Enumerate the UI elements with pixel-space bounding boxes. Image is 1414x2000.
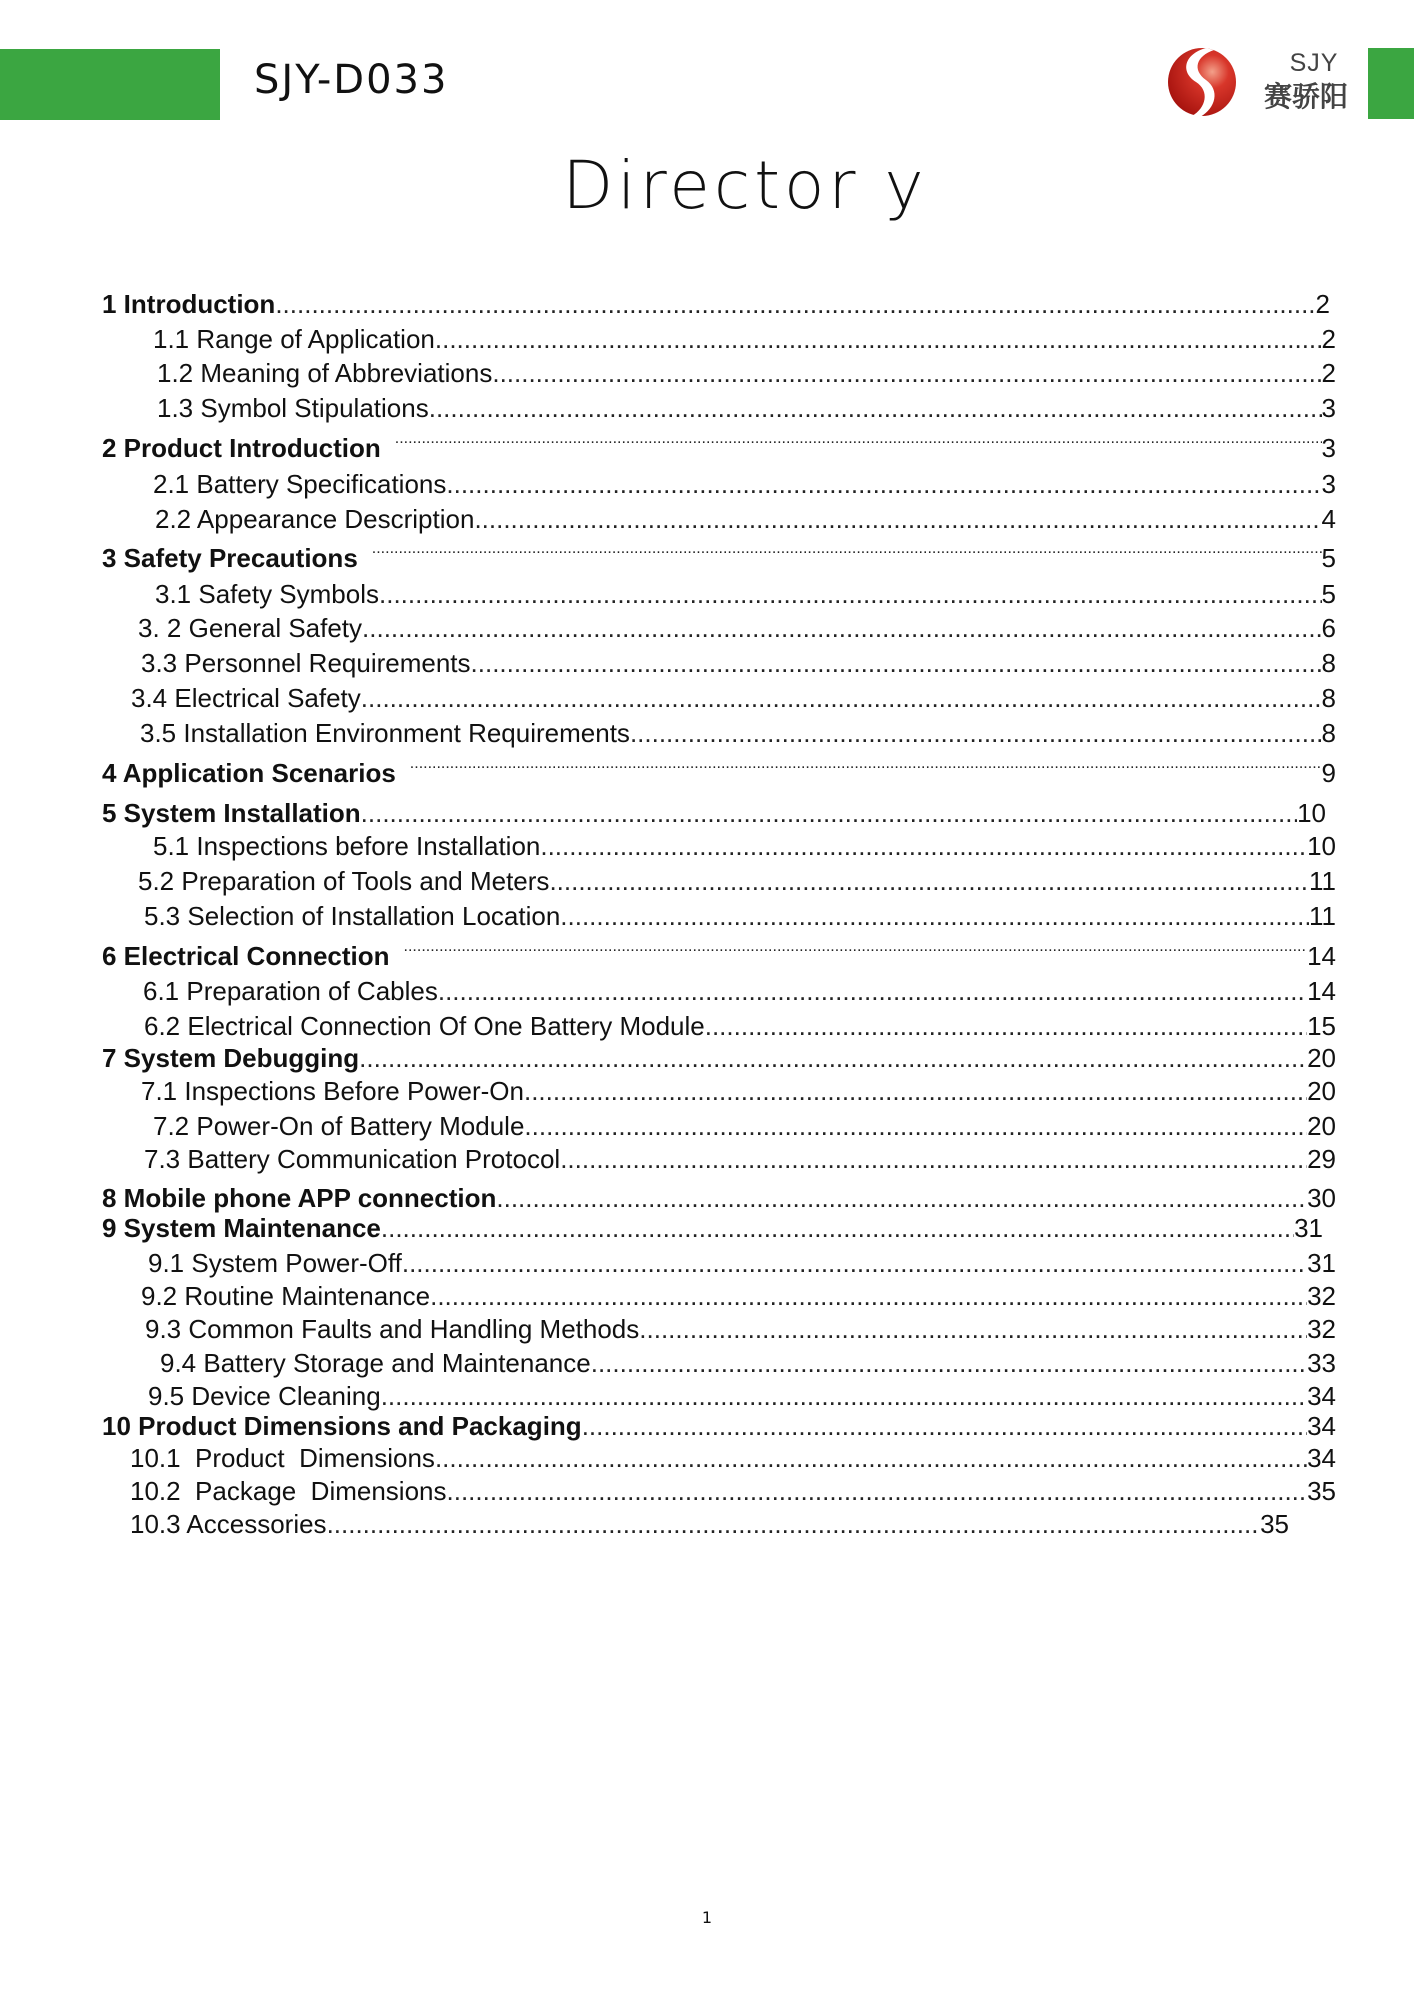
toc-dot-leader [630, 718, 1322, 748]
toc-page-number: 5 [1321, 579, 1336, 609]
toc-entry-title: 7.2 Power-On of Battery Module [153, 1111, 525, 1141]
toc-dot-leader [524, 1076, 1307, 1106]
toc-entry-title: 3.3 Personnel Requirements [141, 648, 471, 678]
toc-entry-title: 9.3 Common Faults and Handling Methods [145, 1314, 640, 1344]
toc-entry-title: 7.3 Battery Communication Protocol [144, 1144, 561, 1174]
toc-dot-leader [379, 579, 1322, 609]
toc-page-number: 32 [1307, 1314, 1336, 1344]
toc-entry-title: 1 Introduction [102, 289, 276, 319]
toc-page-number: 15 [1307, 1011, 1336, 1041]
toc-page-number: 5 [1321, 543, 1336, 573]
toc-page-number: 34 [1307, 1411, 1336, 1441]
toc-subsection-entry[interactable] [140, 714, 1336, 748]
toc-entry-title: 5.1 Inspections before Installation [153, 831, 541, 861]
toc-entry-title: 1.1 Range of Application [153, 324, 435, 354]
toc-entry-title: 7.1 Inspections Before Power-On [141, 1076, 524, 1106]
toc-section-entry[interactable] [102, 1039, 1336, 1073]
toc-dot-leader [446, 469, 1321, 499]
toc-dot-leader [362, 613, 1322, 643]
toc-dot-leader [359, 1043, 1307, 1073]
toc-subsection-entry[interactable] [138, 862, 1336, 896]
toc-dot-leader [549, 866, 1309, 896]
toc-entry-title: 8 Mobile phone APP connection [102, 1183, 497, 1213]
toc-section-entry[interactable] [102, 937, 1336, 971]
toc-entry-title: 3. 2 General Safety [138, 613, 363, 643]
logo-text-cn: 赛骄阳 [1263, 80, 1348, 113]
toc-page-number: 34 [1307, 1443, 1336, 1473]
toc-section-entry[interactable] [102, 539, 1336, 573]
toc-entry-title: 3.1 Safety Symbols [155, 579, 379, 609]
toc-page-number: 31 [1294, 1213, 1323, 1243]
toc-entry-title: 6.2 Electrical Connection Of One Battery Module [144, 1011, 705, 1041]
toc-entry-title: 2.1 Battery Specifications [153, 469, 447, 499]
toc-page-number: 32 [1307, 1281, 1336, 1311]
toc-page-number: 8 [1321, 718, 1336, 748]
toc-dot-leader [430, 1281, 1307, 1311]
toc-page-number: 3 [1321, 393, 1336, 423]
toc-page-number: 20 [1307, 1043, 1336, 1073]
toc-entry-title: 10.3 Accessories [130, 1509, 327, 1539]
toc-entry-title: 5 System Installation [102, 798, 361, 828]
company-logo [1166, 46, 1366, 122]
toc-entry-title: 3 Safety Precautions [102, 543, 358, 573]
toc-subsection-entry[interactable] [130, 1472, 1336, 1506]
toc-page-number: 6 [1321, 613, 1336, 643]
toc-entry-title: 9.2 Routine Maintenance [141, 1281, 431, 1311]
header-accent-bar-left [0, 49, 220, 120]
toc-section-entry[interactable] [102, 429, 1336, 463]
toc-dot-leader [372, 541, 1322, 557]
toc-subsection-entry[interactable] [153, 320, 1336, 354]
toc-subsection-entry[interactable] [144, 1140, 1336, 1174]
toc-subsection-entry[interactable] [153, 827, 1336, 861]
toc-entry-title: 6 Electrical Connection [102, 941, 390, 971]
toc-entry-title: 3.5 Installation Environment Requirements [140, 718, 630, 748]
toc-page-number: 3 [1321, 433, 1336, 463]
toc-subsection-entry[interactable] [145, 1310, 1336, 1344]
toc-dot-leader [540, 831, 1307, 861]
toc-entry-title: 6.1 Preparation of Cables [143, 976, 438, 1006]
toc-page-number: 29 [1307, 1144, 1336, 1174]
toc-page-number: 20 [1307, 1076, 1336, 1106]
toc-entry-title: 7 System Debugging [102, 1043, 360, 1073]
toc-page-number: 2 [1321, 358, 1336, 388]
toc-page-number: 34 [1307, 1381, 1336, 1411]
toc-subsection-entry[interactable] [141, 644, 1336, 678]
toc-page-number: 4 [1321, 504, 1336, 534]
toc-page-number: 14 [1307, 941, 1336, 971]
toc-entry-title: 9.5 Device Cleaning [148, 1381, 381, 1411]
toc-dot-leader [582, 1411, 1307, 1441]
toc-page-number: 31 [1307, 1248, 1336, 1278]
toc-section-entry[interactable] [102, 1209, 1323, 1243]
toc-entry-title: 4 Application Scenarios [102, 758, 396, 788]
toc-subsection-entry[interactable] [153, 1107, 1336, 1141]
toc-page-number: 10 [1297, 798, 1326, 828]
toc-page-number: 2 [1315, 289, 1330, 319]
toc-subsection-entry[interactable] [160, 1344, 1336, 1378]
toc-entry-title: 5.2 Preparation of Tools and Meters [138, 866, 550, 896]
toc-dot-leader [429, 393, 1322, 423]
toc-dot-leader [435, 1443, 1307, 1473]
toc-entry-title: 10 Product Dimensions and Packaging [102, 1411, 582, 1441]
toc-entry-title: 1.3 Symbol Stipulations [157, 393, 429, 423]
toc-entry-title: 5.3 Selection of Installation Location [144, 901, 561, 931]
toc-page-number: 30 [1307, 1183, 1336, 1213]
toc-subsection-entry[interactable] [141, 1072, 1336, 1106]
toc-section-entry[interactable] [102, 285, 1330, 319]
toc-dot-leader [474, 504, 1321, 534]
toc-page-number: 9 [1321, 758, 1336, 788]
toc-page-number: 20 [1307, 1111, 1336, 1141]
toc-page-number: 33 [1307, 1348, 1336, 1378]
toc-page-number: 10 [1307, 831, 1336, 861]
toc-dot-leader [560, 901, 1309, 931]
toc-subsection-entry[interactable] [148, 1377, 1336, 1411]
toc-entry-title: 10.1 Product Dimensions [130, 1443, 435, 1473]
toc-dot-leader [705, 1011, 1307, 1041]
toc-section-entry[interactable] [102, 1407, 1336, 1441]
toc-section-entry[interactable] [102, 794, 1326, 828]
toc-page-number: 35 [1307, 1476, 1336, 1506]
toc-dot-leader [492, 358, 1321, 388]
toc-page-number: 8 [1321, 648, 1336, 678]
toc-subsection-entry[interactable] [155, 500, 1336, 534]
toc-dot-leader [435, 324, 1322, 354]
toc-entry-title: 2.2 Appearance Description [155, 504, 475, 534]
toc-subsection-entry[interactable] [153, 465, 1336, 499]
toc-dot-leader [327, 1509, 1261, 1539]
toc-page-number: 11 [1309, 866, 1336, 896]
toc-page-number: 11 [1309, 901, 1336, 931]
toc-entry-title: 9.4 Battery Storage and Maintenance [160, 1348, 591, 1378]
toc-subsection-entry[interactable] [131, 679, 1336, 713]
toc-entry-title: 2 Product Introduction [102, 433, 381, 463]
toc-dot-leader [361, 798, 1297, 828]
toc-dot-leader [524, 1111, 1307, 1141]
toc-subsection-entry[interactable] [138, 609, 1336, 643]
toc-subsection-entry[interactable] [130, 1505, 1289, 1539]
toc-dot-leader [395, 431, 1322, 447]
toc-dot-leader [438, 976, 1307, 1006]
toc-entry-title: 9.1 System Power-Off [148, 1248, 402, 1278]
toc-page-number: 35 [1260, 1509, 1289, 1539]
toc-subsection-entry[interactable] [143, 972, 1336, 1006]
footer-page-number: 1 [701, 1908, 713, 1927]
toc-entry-title: 10.2 Package Dimensions [130, 1476, 447, 1506]
toc-dot-leader [361, 683, 1322, 713]
toc-subsection-entry[interactable] [155, 575, 1336, 609]
toc-subsection-entry[interactable] [157, 389, 1336, 423]
toc-dot-leader [447, 1476, 1308, 1506]
toc-dot-leader [402, 1248, 1307, 1278]
toc-page-number: 14 [1307, 976, 1336, 1006]
toc-section-entry[interactable] [102, 1179, 1336, 1213]
toc-subsection-entry[interactable] [148, 1244, 1336, 1278]
toc-dot-leader [381, 1213, 1294, 1243]
toc-page-number: 3 [1321, 469, 1336, 499]
toc-section-entry[interactable] [102, 754, 1336, 788]
toc-subsection-entry[interactable] [157, 354, 1336, 388]
logo-text-en: SJY [1289, 49, 1339, 77]
toc-page-number: 8 [1321, 683, 1336, 713]
toc-entry-title: 3.4 Electrical Safety [131, 683, 361, 713]
toc-dot-leader [275, 289, 1315, 319]
toc-entry-title: 1.2 Meaning of Abbreviations [157, 358, 493, 388]
toc-dot-leader [560, 1144, 1307, 1174]
toc-dot-leader [471, 648, 1322, 678]
toc-page-number: 2 [1321, 324, 1336, 354]
sjy-s-logo-icon [1166, 46, 1238, 118]
header-accent-bar-right [1368, 48, 1414, 119]
toc-subsection-entry[interactable] [141, 1277, 1336, 1311]
document-code: SJY-D033 [254, 57, 449, 103]
toc-entry-title: 9 System Maintenance [102, 1213, 381, 1243]
toc-dot-leader [591, 1348, 1307, 1378]
toc-subsection-entry[interactable] [130, 1439, 1336, 1473]
toc-subsection-entry[interactable] [144, 1007, 1336, 1041]
toc-dot-leader [639, 1314, 1307, 1344]
toc-dot-leader [404, 939, 1308, 955]
page-title: Director y [562, 147, 928, 224]
toc-dot-leader [410, 756, 1322, 772]
toc-subsection-entry[interactable] [144, 897, 1336, 931]
